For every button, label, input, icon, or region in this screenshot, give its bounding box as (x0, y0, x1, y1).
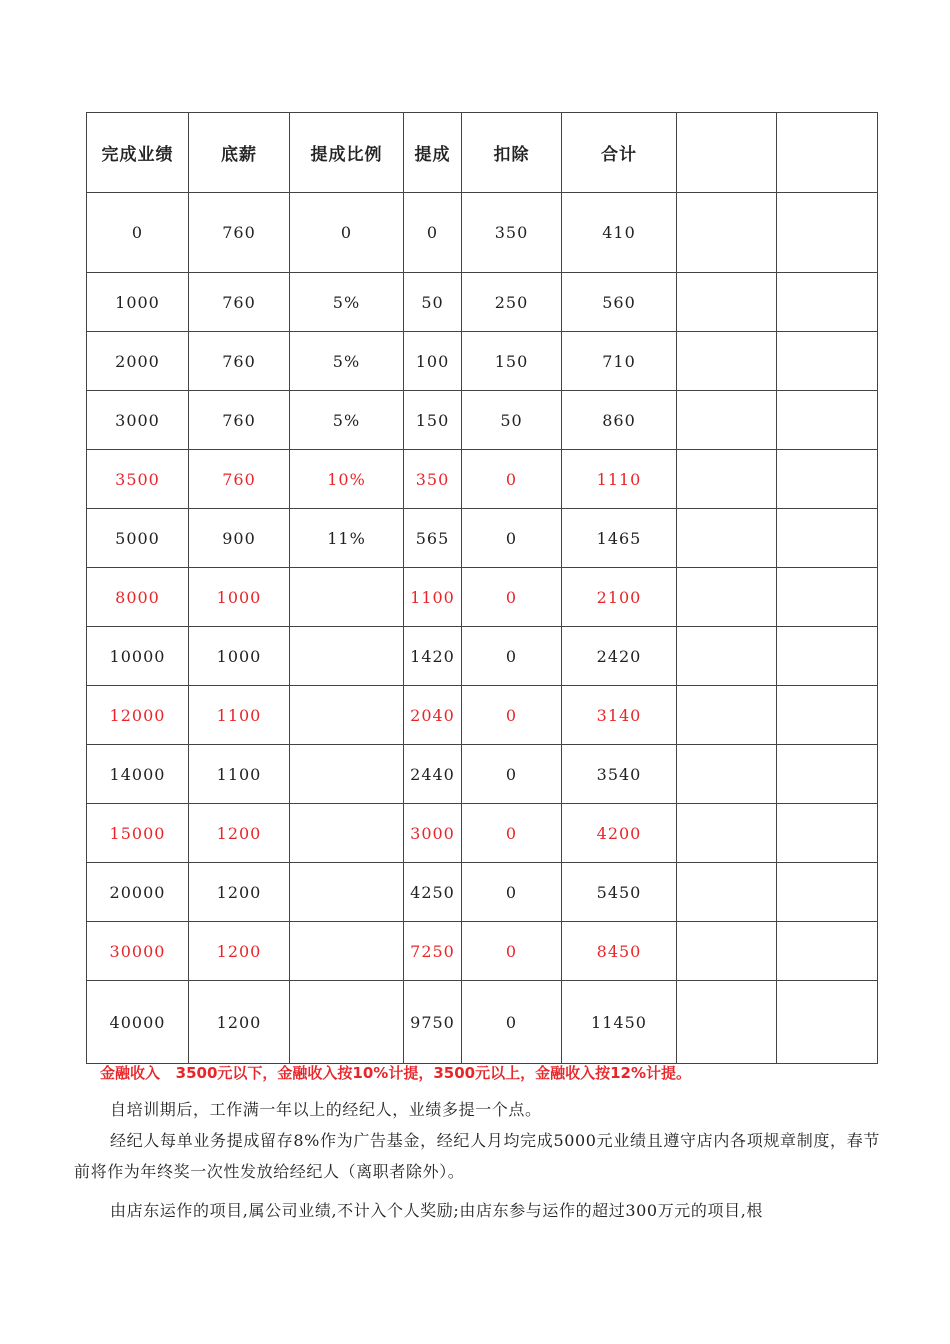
paragraph: 经纪人每单业务提成留存8%作为广告基金，经纪人月均完成5000元业绩且遵守店内各项规章制度，春节前将作为年终奖一次性发放给经纪人（离职者除外）。 (74, 1131, 880, 1181)
table-cell: 4200 (562, 804, 677, 863)
table-cell (677, 193, 777, 273)
table-cell (777, 193, 878, 273)
table-cell: 0 (462, 922, 562, 981)
table-cell: 760 (189, 391, 290, 450)
paragraph: 自培训期后，工作满一年以上的经纪人，业绩多提一个点。 (110, 1100, 542, 1119)
table-cell (777, 922, 878, 981)
table-cell (777, 273, 878, 332)
table-cell: 12000 (87, 686, 189, 745)
table-cell: 9750 (404, 981, 462, 1064)
table-cell: 20000 (87, 863, 189, 922)
paragraph: 由店东运作的项目,属公司业绩,不计入个人奖励;由店东参与运作的超过300万元的项目,根 (110, 1201, 763, 1220)
table-cell (677, 981, 777, 1064)
table-cell: 1200 (189, 981, 290, 1064)
financial-income-note: 金融收入 3500元以下，金融收入按10%计提，3500元以上，金融收入按12%计提。 (100, 1064, 691, 1082)
table-cell: 0 (462, 568, 562, 627)
table-cell (677, 745, 777, 804)
table-row (87, 863, 878, 922)
table-cell: 0 (462, 863, 562, 922)
table-cell: 565 (404, 509, 462, 568)
table-cell (677, 391, 777, 450)
table-cell: 1200 (189, 863, 290, 922)
table-cell: 2100 (562, 568, 677, 627)
table-cell (290, 804, 404, 863)
table-cell (677, 627, 777, 686)
table-row (87, 568, 878, 627)
table-cell: 50 (404, 273, 462, 332)
table-cell: 0 (462, 804, 562, 863)
table-cell: 1000 (189, 627, 290, 686)
table-cell (777, 804, 878, 863)
table-cell: 0 (462, 745, 562, 804)
header-cell: 完成业绩 (87, 113, 189, 193)
table-cell: 1100 (189, 745, 290, 804)
table-cell (290, 745, 404, 804)
table-cell: 11450 (562, 981, 677, 1064)
table-row (87, 981, 878, 1064)
table-cell: 10% (290, 450, 404, 509)
table-cell (677, 922, 777, 981)
table-cell (677, 273, 777, 332)
header-cell: 底薪 (189, 113, 290, 193)
table-cell: 1110 (562, 450, 677, 509)
table-header-row (87, 113, 878, 193)
table-cell: 2040 (404, 686, 462, 745)
table-cell (677, 332, 777, 391)
table-row (87, 193, 878, 273)
table-row (87, 332, 878, 391)
table-cell: 5000 (87, 509, 189, 568)
table-cell: 1100 (189, 686, 290, 745)
table-row (87, 686, 878, 745)
table-cell: 1465 (562, 509, 677, 568)
table-cell (777, 568, 878, 627)
table-cell (677, 686, 777, 745)
table-cell: 3140 (562, 686, 677, 745)
table-cell (777, 981, 878, 1064)
table-cell: 30000 (87, 922, 189, 981)
table-cell: 15000 (87, 804, 189, 863)
table-cell: 0 (87, 193, 189, 273)
table-cell: 10000 (87, 627, 189, 686)
table-cell: 560 (562, 273, 677, 332)
table-cell: 710 (562, 332, 677, 391)
table-row (87, 627, 878, 686)
table-cell: 2000 (87, 332, 189, 391)
table-cell: 3500 (87, 450, 189, 509)
table-cell: 0 (462, 686, 562, 745)
table-cell (290, 686, 404, 745)
table-cell: 900 (189, 509, 290, 568)
table-cell: 860 (562, 391, 677, 450)
table-row (87, 450, 878, 509)
header-cell (677, 113, 777, 193)
table-row (87, 922, 878, 981)
table-cell: 7250 (404, 922, 462, 981)
table-cell: 3000 (87, 391, 189, 450)
table-cell: 2420 (562, 627, 677, 686)
table-cell: 760 (189, 332, 290, 391)
table-cell: 5% (290, 273, 404, 332)
header-cell: 提成比例 (290, 113, 404, 193)
table-cell (777, 391, 878, 450)
table-cell: 0 (462, 627, 562, 686)
table-cell: 0 (462, 450, 562, 509)
table-cell: 2440 (404, 745, 462, 804)
table-cell: 100 (404, 332, 462, 391)
table-cell: 1200 (189, 804, 290, 863)
table-cell: 4250 (404, 863, 462, 922)
table-cell: 1420 (404, 627, 462, 686)
table-cell: 0 (462, 509, 562, 568)
table-cell (777, 686, 878, 745)
table-row (87, 804, 878, 863)
table-cell (290, 863, 404, 922)
table-cell: 350 (404, 450, 462, 509)
table-cell: 1100 (404, 568, 462, 627)
table-cell: 350 (462, 193, 562, 273)
table-cell (677, 804, 777, 863)
header-cell (777, 113, 878, 193)
table-cell (777, 627, 878, 686)
table-cell: 5% (290, 391, 404, 450)
table-cell: 760 (189, 450, 290, 509)
table-row (87, 391, 878, 450)
table-cell: 1200 (189, 922, 290, 981)
table-cell: 1000 (189, 568, 290, 627)
table-cell (677, 450, 777, 509)
table-cell: 150 (462, 332, 562, 391)
table-cell (777, 332, 878, 391)
table-cell: 8450 (562, 922, 677, 981)
table-cell: 3540 (562, 745, 677, 804)
header-cell: 合计 (562, 113, 677, 193)
table-row (87, 509, 878, 568)
table-cell: 3000 (404, 804, 462, 863)
table-cell (290, 568, 404, 627)
table-cell (777, 450, 878, 509)
table-cell: 50 (462, 391, 562, 450)
table-cell (777, 745, 878, 804)
table-cell: 0 (462, 981, 562, 1064)
table-cell: 250 (462, 273, 562, 332)
table-cell (290, 981, 404, 1064)
table-cell: 410 (562, 193, 677, 273)
table-cell: 0 (404, 193, 462, 273)
table-cell: 14000 (87, 745, 189, 804)
table-cell: 40000 (87, 981, 189, 1064)
table-cell: 760 (189, 193, 290, 273)
table-row (87, 745, 878, 804)
table-cell (677, 509, 777, 568)
table-cell (777, 863, 878, 922)
table-cell: 8000 (87, 568, 189, 627)
table-cell: 5450 (562, 863, 677, 922)
table-cell: 0 (290, 193, 404, 273)
table-cell (290, 627, 404, 686)
table-row (87, 273, 878, 332)
table-cell: 11% (290, 509, 404, 568)
table-cell: 5% (290, 332, 404, 391)
table-body (87, 193, 878, 1064)
commission-table (86, 112, 878, 1064)
table-cell: 150 (404, 391, 462, 450)
header-cell: 提成 (404, 113, 462, 193)
header-cell: 扣除 (462, 113, 562, 193)
table-cell: 760 (189, 273, 290, 332)
table-cell (290, 922, 404, 981)
table-cell (677, 568, 777, 627)
table-cell: 1000 (87, 273, 189, 332)
table-cell (777, 509, 878, 568)
table-cell (677, 863, 777, 922)
